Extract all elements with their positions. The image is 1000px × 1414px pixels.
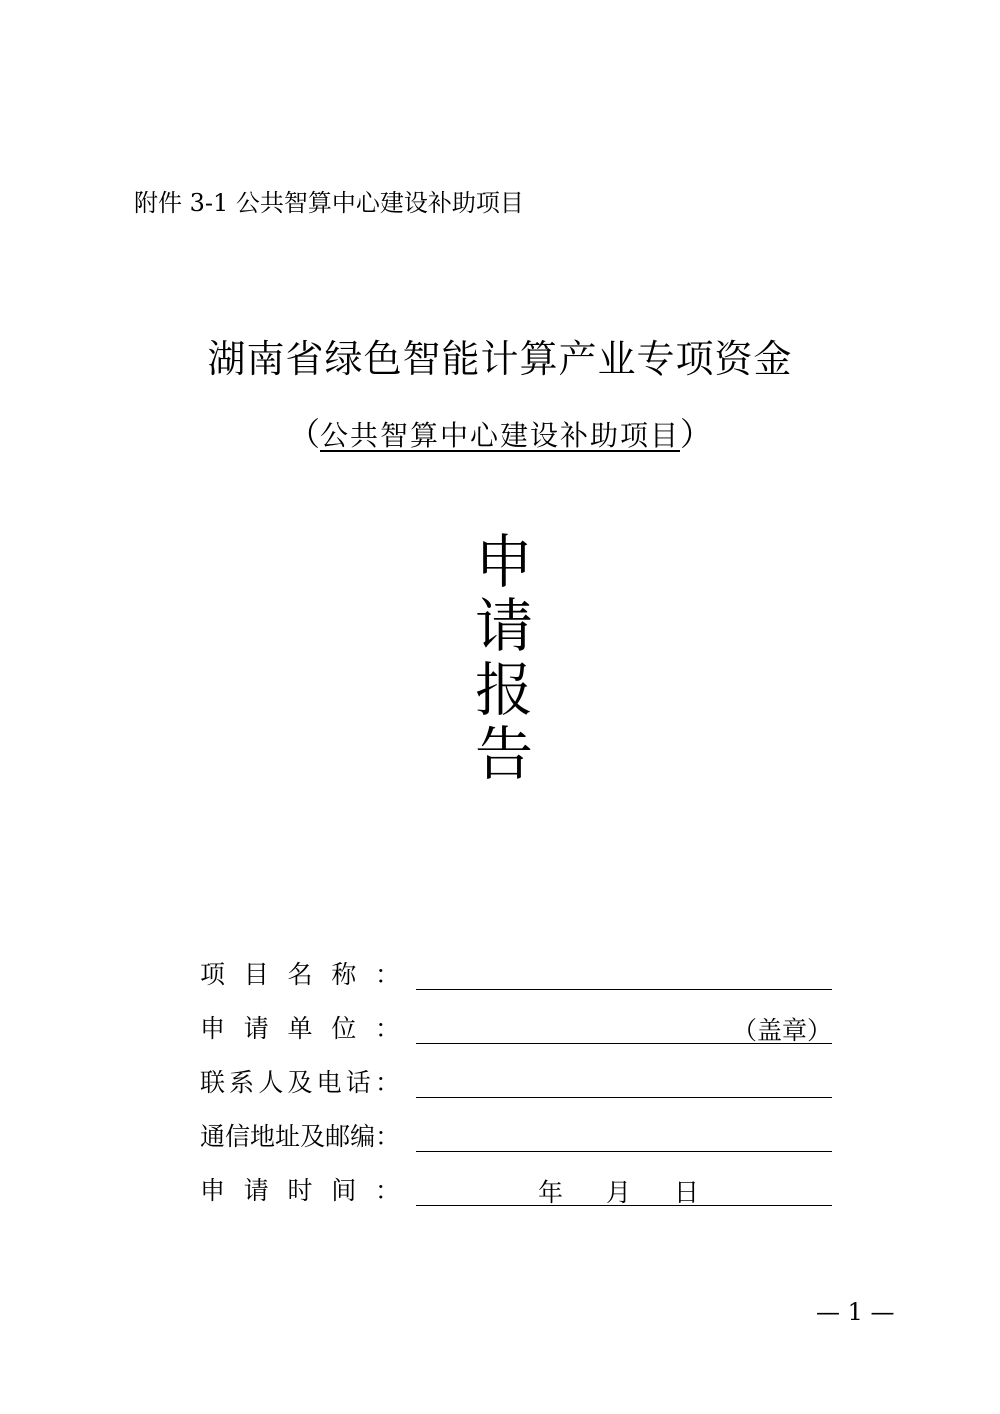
report-title-char: 申	[474, 528, 533, 596]
address-field[interactable]	[416, 1122, 832, 1152]
address-label	[200, 1120, 412, 1154]
applicant-unit-label	[200, 1012, 412, 1046]
project-name-label-text	[200, 958, 400, 992]
form-row-applicant-unit	[200, 1006, 840, 1060]
label-char: ：	[374, 1068, 400, 1097]
project-name-label	[200, 958, 412, 992]
label-char: 人	[258, 1068, 284, 1097]
label-char: ：	[374, 1014, 400, 1043]
project-name-field[interactable]	[416, 960, 832, 990]
label-char: 及	[287, 1068, 313, 1097]
date-label-text	[200, 1174, 400, 1208]
contact-label	[200, 1066, 412, 1100]
label-char: ：	[374, 960, 400, 989]
date-day: 日	[674, 1178, 700, 1207]
date-month: 月	[606, 1178, 632, 1207]
date-label	[200, 1174, 412, 1208]
label-char: ：	[374, 1176, 400, 1205]
form-row-address	[200, 1114, 840, 1168]
application-form	[200, 952, 840, 1222]
label-char: ：	[375, 1122, 401, 1151]
subtitle-close-paren: ）	[680, 415, 713, 453]
label-char: 通	[200, 1122, 226, 1151]
label-char: 项	[200, 960, 226, 989]
attachment-label: 附件 3-1 公共智算中心建设补助项目	[134, 189, 524, 217]
label-char: 编	[350, 1122, 376, 1151]
label-char: 单	[287, 1014, 313, 1043]
label-char: 时	[287, 1176, 313, 1205]
label-char: 地	[250, 1122, 276, 1151]
address-label-text	[200, 1120, 400, 1154]
label-char: 申	[200, 1014, 226, 1043]
label-char: 名	[287, 960, 313, 989]
contact-label-text	[200, 1066, 400, 1100]
label-char: 位	[331, 1014, 357, 1043]
contact-field[interactable]	[416, 1068, 832, 1098]
label-char: 申	[200, 1176, 226, 1205]
label-char: 请	[243, 1014, 269, 1043]
label-char: 请	[243, 1176, 269, 1205]
report-title-char: 告	[474, 720, 533, 788]
subtitle-open-paren: （	[287, 415, 320, 453]
form-row-date	[200, 1168, 840, 1222]
page-number: — 1 —	[816, 1298, 895, 1326]
label-char: 间	[331, 1176, 357, 1205]
applicant-unit-field[interactable]	[416, 1014, 832, 1044]
label-char: 及	[300, 1122, 326, 1151]
report-title-char: 请	[474, 592, 533, 660]
subtitle	[0, 412, 1000, 458]
label-char: 址	[275, 1122, 301, 1151]
label-char: 联	[200, 1068, 226, 1097]
label-char: 系	[229, 1068, 255, 1097]
label-char: 邮	[325, 1122, 351, 1151]
label-char: 电	[316, 1068, 342, 1097]
date-year: 年	[538, 1178, 564, 1207]
label-char: 目	[243, 960, 269, 989]
form-row-contact	[200, 1060, 840, 1114]
subtitle-text: 公共智算中心建设补助项目	[319, 419, 680, 452]
stamp-note: （盖章）	[731, 1016, 832, 1045]
form-row-project-name	[200, 952, 840, 1006]
date-field[interactable]	[416, 1176, 832, 1206]
applicant-unit-label-text	[200, 1012, 400, 1046]
report-title	[470, 530, 538, 786]
report-title-char: 报	[474, 656, 533, 724]
label-char: 话	[345, 1068, 371, 1097]
main-title: 湖南省绿色智能计算产业专项资金	[207, 337, 793, 381]
label-char: 信	[225, 1122, 251, 1151]
label-char: 称	[331, 960, 357, 989]
